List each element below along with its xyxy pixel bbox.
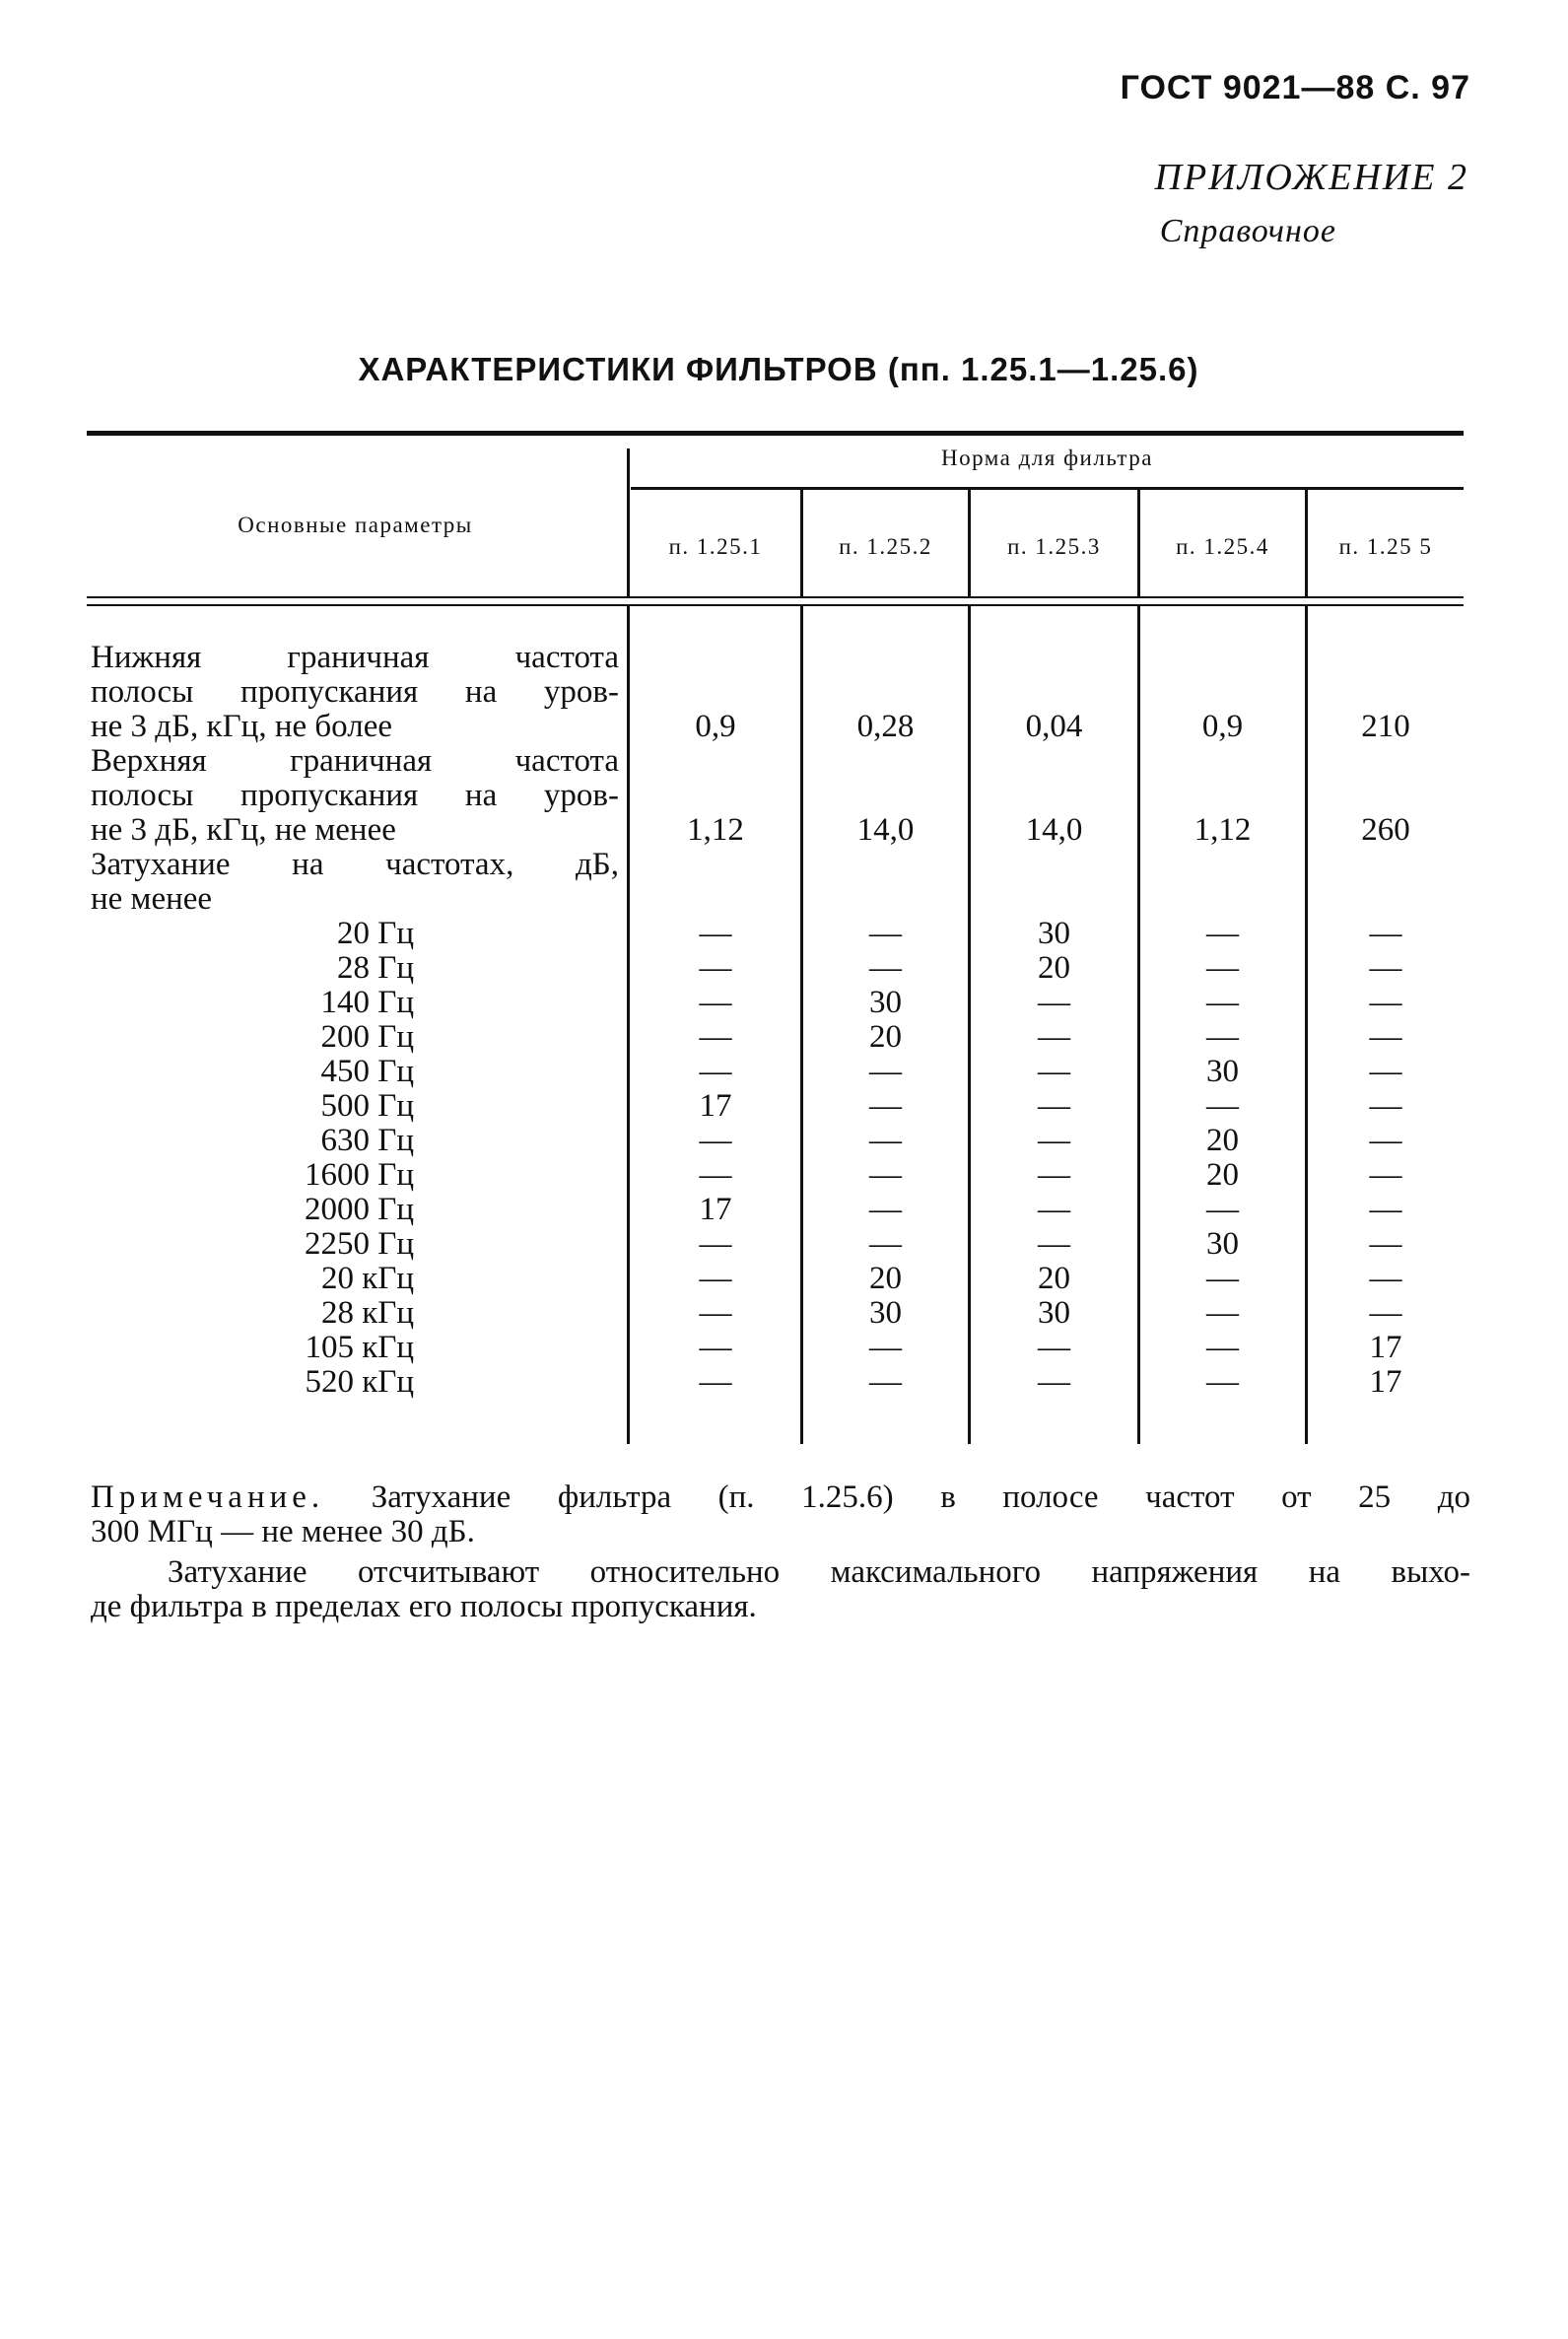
- table-cell: —: [1369, 1019, 1402, 1055]
- table-cell: —: [869, 1123, 902, 1158]
- table-cell: —: [699, 950, 732, 986]
- table-cell: 20: [1038, 950, 1070, 986]
- table-cell: —: [699, 916, 732, 951]
- table-cell: —: [1038, 1364, 1070, 1400]
- param-label-line: Затухание на частотах, дБ,: [91, 847, 619, 882]
- table-cell: 14,0: [856, 812, 915, 848]
- table-cell: 0,04: [1025, 709, 1083, 744]
- table-cell: —: [1038, 1088, 1070, 1124]
- table-cell: —: [1038, 1192, 1070, 1227]
- table-cell: —: [699, 1330, 732, 1365]
- table-cell: —: [699, 1295, 732, 1331]
- table-cell: —: [699, 985, 732, 1020]
- column-header: п. 1.25 5: [1338, 534, 1433, 559]
- table-cell: 20: [1206, 1157, 1239, 1193]
- table-cell: —: [1038, 1123, 1070, 1158]
- frequency-label: 1600 Гц: [305, 1157, 414, 1193]
- table-cell: —: [699, 1123, 732, 1158]
- frequency-label: 28 Гц: [337, 950, 414, 986]
- param-label-line: Нижняя граничная частота: [91, 640, 619, 675]
- frequency-label: 28 кГц: [320, 1295, 414, 1331]
- table-cell: —: [1206, 1088, 1239, 1124]
- frequency-label: 450 Гц: [320, 1054, 414, 1089]
- table-cell: —: [1206, 1192, 1239, 1227]
- table-cell: —: [1369, 1192, 1402, 1227]
- table-cell: 20: [1206, 1123, 1239, 1158]
- table-cell: —: [1369, 1226, 1402, 1262]
- table-cell: —: [869, 1226, 902, 1262]
- table-cell: —: [1369, 1054, 1402, 1089]
- table-cell: —: [1206, 1261, 1239, 1296]
- param-label-line: полосы пропускания на уров-: [91, 778, 619, 813]
- header-double-rule-top: [87, 596, 1464, 598]
- frequency-label: 140 Гц: [320, 985, 414, 1020]
- table-cell: 30: [869, 1295, 902, 1331]
- frequency-label: 20 Гц: [337, 916, 414, 951]
- frequency-label: 500 Гц: [320, 1088, 414, 1124]
- table-cell: 210: [1361, 709, 1410, 744]
- appendix-type: Справочное: [1159, 213, 1336, 249]
- table-cell: 30: [1206, 1054, 1239, 1089]
- norm-header: Норма для фильтра: [941, 446, 1153, 470]
- column-header: п. 1.25.3: [1007, 534, 1101, 559]
- table-cell: 20: [869, 1019, 902, 1055]
- note-line: 300 МГц — не менее 30 дБ.: [91, 1514, 475, 1549]
- table-cell: 30: [869, 985, 902, 1020]
- param-label-line: не 3 дБ, кГц, не менее: [91, 812, 396, 848]
- table-cell: —: [869, 1192, 902, 1227]
- table-cell: —: [1038, 1330, 1070, 1365]
- table-cell: —: [1038, 985, 1070, 1020]
- table-title: ХАРАКТЕРИСТИКИ ФИЛЬТРОВ (пп. 1.25.1—1.25.6): [358, 351, 1199, 387]
- table-cell: 17: [699, 1088, 732, 1124]
- table-cell: 20: [869, 1261, 902, 1296]
- params-column-header: Основные параметры: [238, 513, 473, 537]
- table-cell: —: [1369, 950, 1402, 986]
- table-cell: —: [1369, 1123, 1402, 1158]
- table-cell: —: [1038, 1157, 1070, 1193]
- note-line: де фильтра в пределах его полосы пропускания.: [91, 1589, 757, 1624]
- note-text: Затухание фильтра (п. 1.25.6) в полосе частот от 25 до: [371, 1479, 1470, 1515]
- table-cell: —: [1206, 950, 1239, 986]
- note-line: Затухание отсчитывают относительно максимального напряжения на выхо-: [168, 1554, 1470, 1590]
- column-header: п. 1.25.4: [1176, 534, 1269, 559]
- table-cell: —: [869, 916, 902, 951]
- column-header: п. 1.25.2: [839, 534, 932, 559]
- table-cell: —: [869, 1157, 902, 1193]
- table-cell: —: [1206, 1364, 1239, 1400]
- header-double-rule-bottom: [87, 604, 1464, 606]
- table-cell: —: [1369, 1295, 1402, 1331]
- column-header: п. 1.25.1: [668, 534, 763, 559]
- norm-header-rule: [631, 487, 1464, 490]
- table-cell: 1,12: [1193, 812, 1252, 848]
- param-label-line: не 3 дБ, кГц, не более: [91, 709, 392, 744]
- table-cell: 0,9: [1201, 709, 1244, 744]
- page-ref: ГОСТ 9021—88 С. 97: [1120, 69, 1470, 106]
- table-cell: —: [1038, 1054, 1070, 1089]
- appendix-label: ПРИЛОЖЕНИЕ 2: [1154, 157, 1468, 198]
- table-cell: —: [699, 1157, 732, 1193]
- note-line: [91, 1480, 1470, 1515]
- table-cell: —: [1369, 1157, 1402, 1193]
- table-cell: 30: [1038, 1295, 1070, 1331]
- frequency-label: 2000 Гц: [305, 1192, 414, 1227]
- table-top-rule: [87, 431, 1464, 436]
- table-cell: —: [1206, 1330, 1239, 1365]
- table-cell: —: [1038, 1019, 1070, 1055]
- param-label-line: полосы пропускания на уров-: [91, 674, 619, 710]
- table-cell: —: [699, 1261, 732, 1296]
- table-cell: 1,12: [687, 812, 744, 848]
- table-cell: —: [1206, 985, 1239, 1020]
- frequency-label: 630 Гц: [320, 1123, 414, 1158]
- table-cell: —: [1369, 1088, 1402, 1124]
- param-label-line: не менее: [91, 881, 213, 917]
- table-cell: —: [869, 1054, 902, 1089]
- table-cell: —: [869, 1364, 902, 1400]
- table-cell: —: [699, 1019, 732, 1055]
- table-cell: —: [699, 1226, 732, 1262]
- table-cell: 260: [1361, 812, 1410, 848]
- table-cell: —: [699, 1364, 732, 1400]
- table-cell: 14,0: [1025, 812, 1083, 848]
- table-cell: 20: [1038, 1261, 1070, 1296]
- table-cell: 17: [1369, 1364, 1402, 1400]
- params-separator-body: [627, 606, 630, 1444]
- frequency-label: 2250 Гц: [305, 1226, 414, 1262]
- table-cell: —: [699, 1054, 732, 1089]
- table-cell: —: [869, 1330, 902, 1365]
- table-cell: —: [869, 1088, 902, 1124]
- note-label: Примечание.: [91, 1479, 325, 1515]
- table-cell: 30: [1206, 1226, 1239, 1262]
- table-cell: —: [1369, 916, 1402, 951]
- table-cell: —: [1206, 1019, 1239, 1055]
- table-cell: 30: [1038, 916, 1070, 951]
- table-cell: 17: [1369, 1330, 1402, 1365]
- table-cell: 0,9: [695, 709, 736, 744]
- table-cell: —: [1038, 1226, 1070, 1262]
- frequency-label: 20 кГц: [320, 1261, 414, 1296]
- table-cell: —: [1206, 916, 1239, 951]
- frequency-label: 200 Гц: [320, 1019, 414, 1055]
- table-cell: —: [1369, 985, 1402, 1020]
- params-separator-header: [627, 448, 630, 596]
- table-cell: —: [1206, 1295, 1239, 1331]
- frequency-label: 105 кГц: [305, 1330, 414, 1365]
- param-label-line: Верхняя граничная частота: [91, 743, 619, 779]
- table-cell: 17: [699, 1192, 732, 1227]
- frequency-label: 520 кГц: [305, 1364, 414, 1400]
- table-cell: —: [869, 950, 902, 986]
- table-cell: —: [1369, 1261, 1402, 1296]
- table-cell: 0,28: [856, 709, 915, 744]
